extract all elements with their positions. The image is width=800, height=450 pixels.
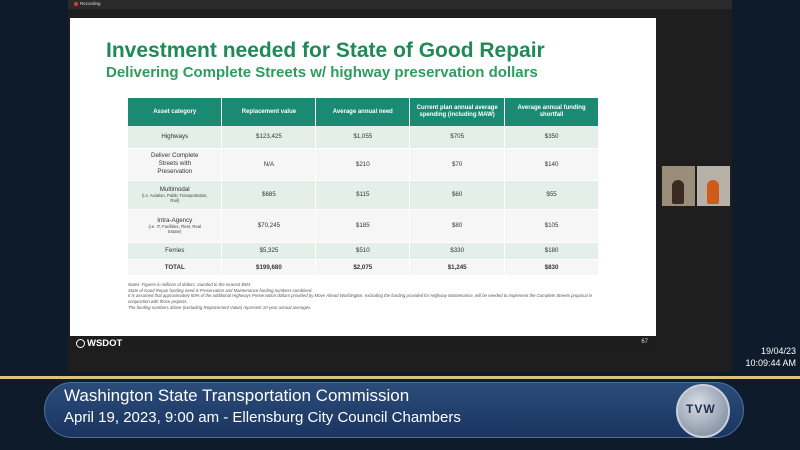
timestamp-time: 10:09:44 AM [745, 358, 796, 368]
cell-category [128, 126, 222, 148]
cell-replacement: $70,245 [222, 209, 316, 242]
cell-category [128, 180, 222, 209]
recording-label: Recording [80, 1, 101, 6]
banner-title: Washington State Transportation Commission [64, 386, 410, 405]
category-sublabel: (i.e. IT, Facilities, Fleet, Real Estate) [148, 224, 202, 234]
note-line: Notes: Figures in millions of dollars, rounded to the nearest $5M. [128, 282, 252, 287]
cell-shortfall: $55 [505, 180, 599, 209]
cell-spending: $70 [410, 148, 505, 180]
cell-spending: $1,245 [410, 259, 505, 275]
cell-category [128, 209, 222, 242]
cell-replacement: N/A [222, 148, 316, 180]
cell-replacement: $123,425 [222, 126, 316, 148]
cell-category [128, 148, 222, 180]
participant-silhouette-icon [672, 180, 684, 204]
cell-spending: $80 [410, 209, 505, 242]
header-asset-category: Asset category [128, 98, 222, 126]
cell-shortfall: $830 [505, 259, 599, 275]
participant-video[interactable] [662, 166, 695, 206]
cell-need: $2,075 [316, 259, 410, 275]
wsdot-logo [76, 338, 122, 349]
table-row [128, 209, 599, 242]
cell-need: $185 [316, 209, 410, 242]
table-row [128, 126, 599, 148]
table-row [128, 148, 599, 180]
note-line: It is assumed that approximately 50% of the additional Highways Preservation dollars provided by Move Ahead Washington, excluding the funding provided for Highway Maintenance, will be needed to implement the Complete Streets proposal in conjunction with those projects. [128, 293, 593, 305]
cell-shortfall: $350 [505, 126, 599, 148]
recording-bar [68, 0, 732, 9]
category-label: Ferries [165, 247, 185, 254]
cell-category [128, 259, 222, 275]
shared-screen [68, 0, 732, 372]
slide-footer [70, 336, 656, 352]
table-total-row [128, 259, 599, 275]
cell-spending: $60 [410, 180, 505, 209]
record-dot-icon [74, 2, 78, 6]
right-margin [732, 0, 800, 372]
slide-notes [128, 282, 608, 311]
category-sublabel: (i.e. Aviation, Public Transportation, Rail) [141, 193, 208, 203]
category-label: Deliver Complete Streets with Preservation [151, 152, 199, 175]
participant-silhouette-icon [707, 180, 719, 204]
recording-indicator [74, 1, 101, 6]
category-label: TOTAL [164, 263, 185, 271]
cell-shortfall: $180 [505, 242, 599, 259]
cell-need: $210 [316, 148, 410, 180]
cell-spending: $330 [410, 242, 505, 259]
cell-replacement: $199,680 [222, 259, 316, 275]
table-row [128, 242, 599, 259]
cell-shortfall: $105 [505, 209, 599, 242]
header-current-plan-spending: Current plan annual average spending (including MAW) [410, 98, 505, 126]
cell-replacement: $5,325 [222, 242, 316, 259]
cell-need: $1,055 [316, 126, 410, 148]
cell-replacement: $685 [222, 180, 316, 209]
note-line: State of Good Repair funding need is Preservation and Maintenance funding numbers combined. [128, 287, 313, 293]
timestamp-date: 19/04/23 [760, 346, 796, 356]
cell-spending: $705 [410, 126, 505, 148]
tvw-logo-text: TVW [686, 402, 716, 416]
banner-subtitle: April 19, 2023, 9:00 am - Ellensburg City Council Chambers [64, 409, 461, 426]
slide-subtitle: Delivering Complete Streets w/ highway preservation dollars [106, 64, 538, 81]
slide-title: Investment needed for State of Good Repair [106, 39, 545, 62]
category-label: Intra-Agency [157, 217, 193, 224]
cell-category [128, 242, 222, 259]
table-row [128, 180, 599, 209]
header-replacement-value: Replacement value [222, 98, 316, 126]
cell-need: $115 [316, 180, 410, 209]
cell-shortfall: $140 [505, 148, 599, 180]
wsdot-logo-text: WSDOT [87, 338, 123, 349]
header-average-annual-need: Average annual need [316, 98, 410, 126]
wsdot-mark-icon [76, 339, 85, 348]
table-header-row [128, 98, 599, 126]
participant-video-tiles [662, 166, 730, 206]
slide-page-number: 67 [641, 339, 648, 345]
category-label: Multimodal [159, 186, 190, 193]
participant-video[interactable] [697, 166, 730, 206]
broadcast-timestamp [745, 345, 796, 369]
presentation-slide [70, 18, 656, 352]
cell-need: $510 [316, 242, 410, 259]
header-funding-shortfall: Average annual funding shortfall [505, 98, 599, 126]
category-label: Highways [161, 133, 189, 141]
banner-divider [0, 376, 800, 379]
funding-table [128, 98, 599, 276]
note-line: The funding numbers above (excluding Replacement Value) represent 10-year annual averages. [128, 304, 312, 310]
